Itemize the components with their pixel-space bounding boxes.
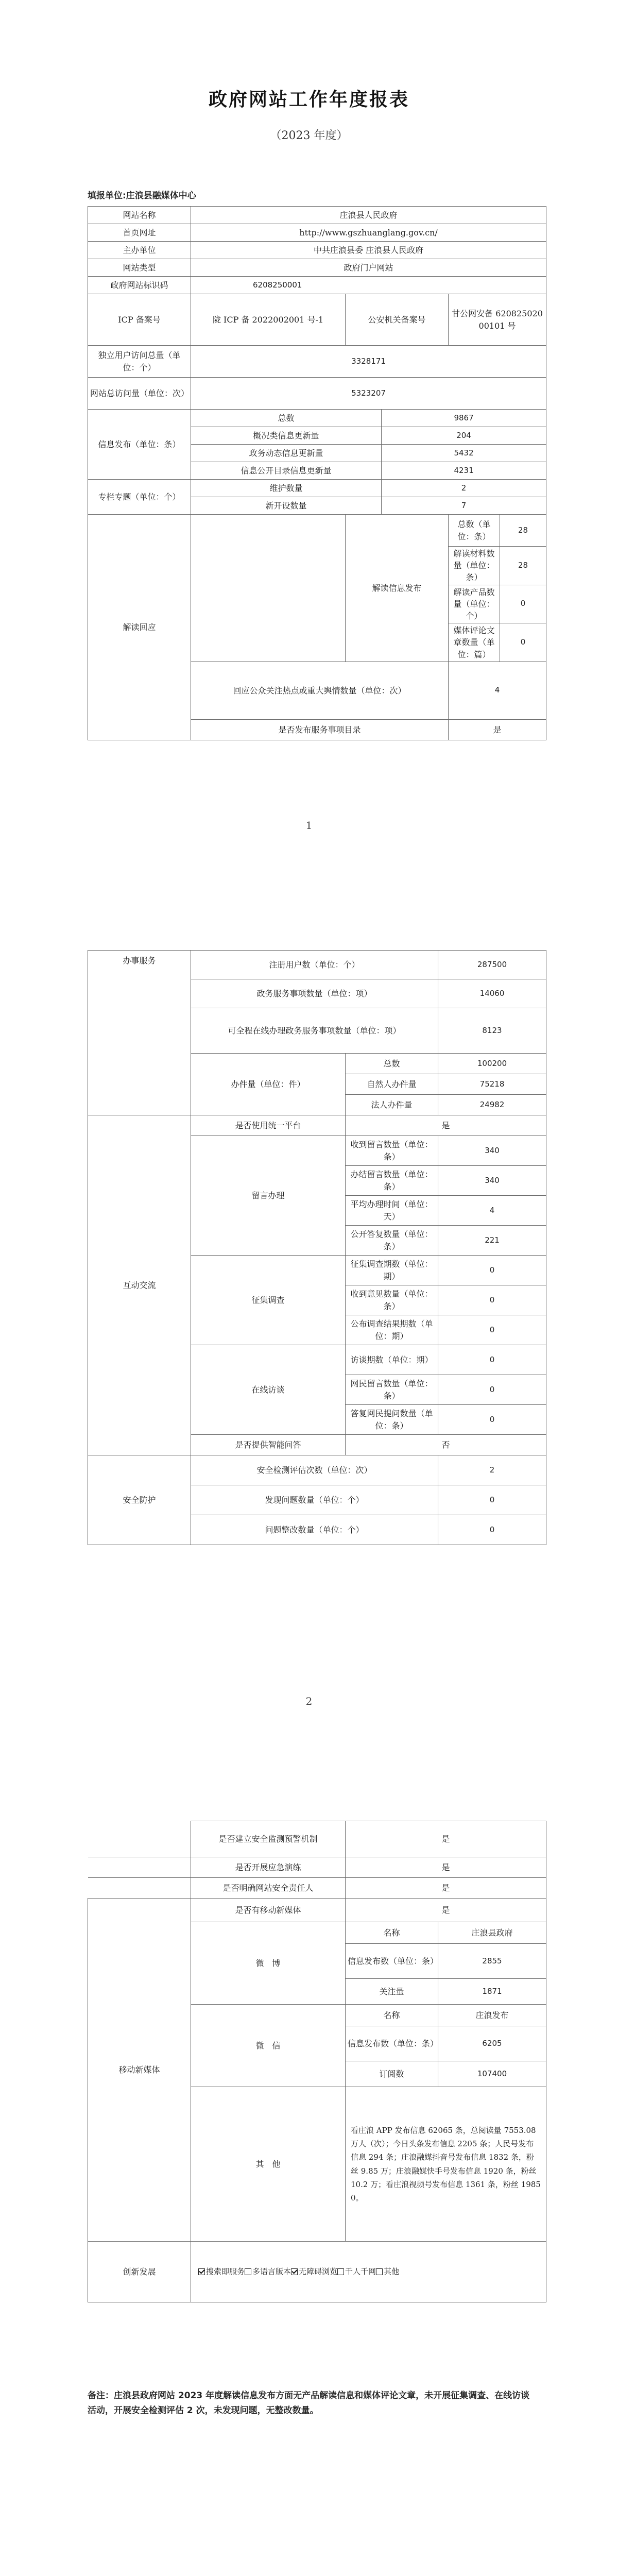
checkbox-icon[interactable]: [337, 2268, 344, 2275]
innovation-label: 创新发展: [88, 2242, 191, 2302]
column-label: 专栏专题（单位：个）: [88, 480, 191, 515]
msg-received: 340: [438, 1136, 546, 1166]
sec-eval-label: 安全检测评估次数（单位：次）: [191, 1455, 438, 1485]
weibo-follow: 1871: [438, 1979, 546, 2005]
innovation-options: [191, 2242, 546, 2302]
psb-number: 甘公网安备 62082502000101 号: [449, 294, 546, 346]
security-label: 安全防护: [88, 1455, 191, 1545]
gov-items: 14060: [438, 979, 546, 1008]
has-mobile: 是: [346, 1899, 546, 1922]
info-affairs: 5432: [382, 445, 546, 462]
wechat-label: 微 信: [191, 2005, 346, 2087]
msg-avg-label: 平均办理时间（单位：天）: [346, 1196, 438, 1226]
weibo-posts-label: 信息发布数（单位：条）: [346, 1944, 438, 1979]
interp-media: 0: [500, 623, 546, 662]
msg-received-label: 收到留言数量（单位：条）: [346, 1136, 438, 1166]
checkbox-icon[interactable]: [291, 2268, 298, 2275]
drill: 是: [346, 1857, 546, 1878]
service-catalog-label: 是否发布服务事项目录: [191, 719, 449, 740]
info-label: 信息发布（单位：条）: [88, 410, 191, 480]
report-title: 政府网站工作年度报表: [208, 89, 409, 110]
online-items-label: 可全程在线办理政务服务事项数量（单位：项）: [191, 1008, 438, 1054]
survey-opinions-label: 收到意见数量（单位：条）: [346, 1285, 438, 1315]
footnote: 备注：庄浪县政府网站 2023 年度解读信息发布方面无产品解读信息和媒体评论文章，未开展征集调查、在线访谈活动，开展安全检测评估 2 次，未发现问题，无整改数量。: [88, 2391, 530, 2416]
interp-product-label: 解读产品数量（单位：个）: [449, 585, 500, 623]
checkbox-icon[interactable]: [198, 2268, 205, 2275]
weibo-follow-label: 关注量: [346, 1979, 438, 2005]
checkbox-icon[interactable]: [376, 2268, 383, 2275]
page-number-2: 2: [305, 1695, 313, 1707]
icp-label: ICP 备案号: [88, 294, 191, 346]
online-q-label: 网民留言数量（单位：条）: [346, 1375, 438, 1405]
sec-fixed: 0: [438, 1515, 546, 1545]
service-catalog: 是: [449, 719, 546, 740]
sec-found: 0: [438, 1485, 546, 1515]
info-total: 9867: [382, 410, 546, 427]
msg-label: 留言办理: [191, 1136, 346, 1256]
unified-label: 是否使用统一平台: [191, 1115, 346, 1136]
innovation-option-personalized[interactable]: 千人千网: [337, 2267, 376, 2276]
innovation-option-accessibility[interactable]: 无障碍浏览: [291, 2267, 337, 2276]
interp-material-label: 解读材料数量（单位：条）: [449, 547, 500, 585]
online-a-label: 答复网民提问数量（单位：条）: [346, 1405, 438, 1435]
info-total-label: 总数: [191, 410, 382, 427]
survey-periods-label: 征集调查期数（单位：期）: [346, 1256, 438, 1285]
innovation-option-search-service[interactable]: 搜索即服务: [198, 2267, 245, 2276]
online-periods-label: 访谈期数（单位：期）: [346, 1345, 438, 1375]
weibo-name: 庄浪县政府: [438, 1922, 546, 1944]
icp-number: 陇 ICP 备 2022002001 号-1: [191, 294, 346, 346]
info-affairs-label: 政务动态信息更新量: [191, 445, 382, 462]
hot-label: 回应公众关注热点或重大舆情数量（单位：次）: [191, 662, 449, 719]
innovation-option-multilingual[interactable]: 多语言版本: [245, 2267, 291, 2276]
interp-material: 28: [500, 547, 546, 585]
report-table-page-1: [88, 206, 546, 740]
msg-public: 221: [438, 1226, 546, 1256]
filling-unit: 填报单位:庄浪县融媒体中心: [88, 191, 196, 201]
hot-value: 4: [449, 662, 546, 719]
interp-label: 解读回应: [88, 515, 191, 740]
interp-publish-label: 解读信息发布: [346, 515, 449, 662]
interact-label: 互动交流: [88, 1115, 191, 1455]
site-id-label: 政府网站标识码: [88, 277, 191, 294]
reg-users-label: 注册用户数（单位：个）: [191, 951, 438, 979]
column-maintain-label: 维护数量: [191, 480, 382, 497]
survey-opinions: 0: [438, 1285, 546, 1315]
host: 中共庄浪县委 庄浪县人民政府: [191, 242, 546, 259]
wechat-posts: 6205: [438, 2026, 546, 2061]
column-maintain: 2: [382, 480, 546, 497]
has-mobile-label: 是否有移动新媒体: [191, 1899, 346, 1922]
column-new: 7: [382, 497, 546, 515]
online-q: 0: [438, 1375, 546, 1405]
uv-label: 独立用户访问总量（单位：个）: [88, 346, 191, 378]
survey-periods: 0: [438, 1256, 546, 1285]
site-name-label: 网站名称: [88, 207, 191, 224]
unified: 是: [346, 1115, 546, 1136]
drill-label: 是否开展应急演练: [191, 1857, 346, 1878]
msg-done: 340: [438, 1166, 546, 1196]
host-label: 主办单位: [88, 242, 191, 259]
online-label: 在线访谈: [191, 1345, 346, 1435]
handle-label: 办件量（单位：件）: [191, 1054, 346, 1115]
mobile-label: 移动新媒体: [88, 1899, 191, 2242]
interp-media-label: 媒体评论文章数量（单位：篇）: [449, 623, 500, 662]
survey-result-label: 公布调查结果期数（单位：期）: [346, 1315, 438, 1345]
info-overview: 204: [382, 427, 546, 445]
wechat-sub-label: 订阅数: [346, 2061, 438, 2087]
info-catalog-label: 信息公开目录信息更新量: [191, 462, 382, 480]
checkbox-icon[interactable]: [245, 2268, 251, 2275]
smart-label: 是否提供智能问答: [191, 1435, 346, 1455]
report-year: （2023 年度）: [270, 129, 348, 142]
responsible: 是: [346, 1878, 546, 1899]
weibo-label: 微 博: [191, 1922, 346, 2005]
handle-legal: 24982: [438, 1095, 546, 1115]
info-catalog: 4231: [382, 462, 546, 480]
monitor-label: 是否建立安全监测预警机制: [191, 1821, 346, 1857]
smart: 否: [346, 1435, 546, 1455]
msg-public-label: 公开答复数量（单位：条）: [346, 1226, 438, 1256]
monitor: 是: [346, 1821, 546, 1857]
survey-label: 征集调查: [191, 1256, 346, 1345]
msg-done-label: 办结留言数量（单位：条）: [346, 1166, 438, 1196]
site-id: 6208250001: [191, 277, 546, 294]
wechat-sub: 107400: [438, 2061, 546, 2087]
handle-person: 75218: [438, 1074, 546, 1095]
wechat-name-label: 名称: [346, 2005, 438, 2026]
responsible-label: 是否明确网站安全责任人: [191, 1878, 346, 1899]
survey-result: 0: [438, 1315, 546, 1345]
report-table-page-3: [88, 1821, 546, 2302]
page-number-1: 1: [305, 819, 313, 832]
online-items: 8123: [438, 1008, 546, 1054]
handle-legal-label: 法人办件量: [346, 1095, 438, 1115]
interp-product: 0: [500, 585, 546, 623]
reg-users: 287500: [438, 951, 546, 979]
site-name: 庄浪县人民政府: [191, 207, 546, 224]
gov-items-label: 政务服务事项数量（单位：项）: [191, 979, 438, 1008]
weibo-posts: 2855: [438, 1944, 546, 1979]
homepage-link[interactable]: http://www.gszhuanglang.gov.cn/: [191, 224, 546, 242]
interp-total: 28: [500, 515, 546, 547]
sec-found-label: 发现问题数量（单位：个）: [191, 1485, 438, 1515]
uv-value: 3328171: [191, 346, 546, 378]
interp-total-label: 总数（单位：条）: [449, 515, 500, 547]
online-periods: 0: [438, 1345, 546, 1375]
sec-fixed-label: 问题整改数量（单位：个）: [191, 1515, 438, 1545]
site-type: 政府门户网站: [191, 259, 546, 277]
pv-value: 5323207: [191, 378, 546, 410]
innovation-option-other[interactable]: 其他: [376, 2267, 399, 2276]
psb-label: 公安机关备案号: [346, 294, 449, 346]
pv-label: 网站总访问量（单位：次）: [88, 378, 191, 410]
weibo-name-label: 名称: [346, 1922, 438, 1944]
other-text: 看庄浪 APP 发布信息 62065 条，总阅读量 7553.08 万人（次）；今日头条发布信息 2205 条；人民号发布信息 294 条；庄浪融媒抖音号发布信息 1832 条，粉丝 9.85 万；庄浪融媒快手号发布信息 1920 条，粉丝 10.2 万；看庄浪视频号发布信息 1361 条，粉丝 19850。: [346, 2087, 546, 2242]
handle-person-label: 自然人办件量: [346, 1074, 438, 1095]
other-label: 其 他: [191, 2087, 346, 2242]
handle-total: 100200: [438, 1054, 546, 1074]
homepage-label: 首页网址: [88, 224, 191, 242]
sec-eval: 2: [438, 1455, 546, 1485]
report-table-page-2: [88, 950, 546, 1545]
msg-avg: 4: [438, 1196, 546, 1226]
handle-total-label: 总数: [346, 1054, 438, 1074]
info-overview-label: 概况类信息更新量: [191, 427, 382, 445]
site-type-label: 网站类型: [88, 259, 191, 277]
wechat-name: 庄浪发布: [438, 2005, 546, 2026]
wechat-posts-label: 信息发布数（单位：条）: [346, 2026, 438, 2061]
column-new-label: 新开设数量: [191, 497, 382, 515]
office-label: 办事服务: [88, 951, 191, 1115]
online-a: 0: [438, 1405, 546, 1435]
